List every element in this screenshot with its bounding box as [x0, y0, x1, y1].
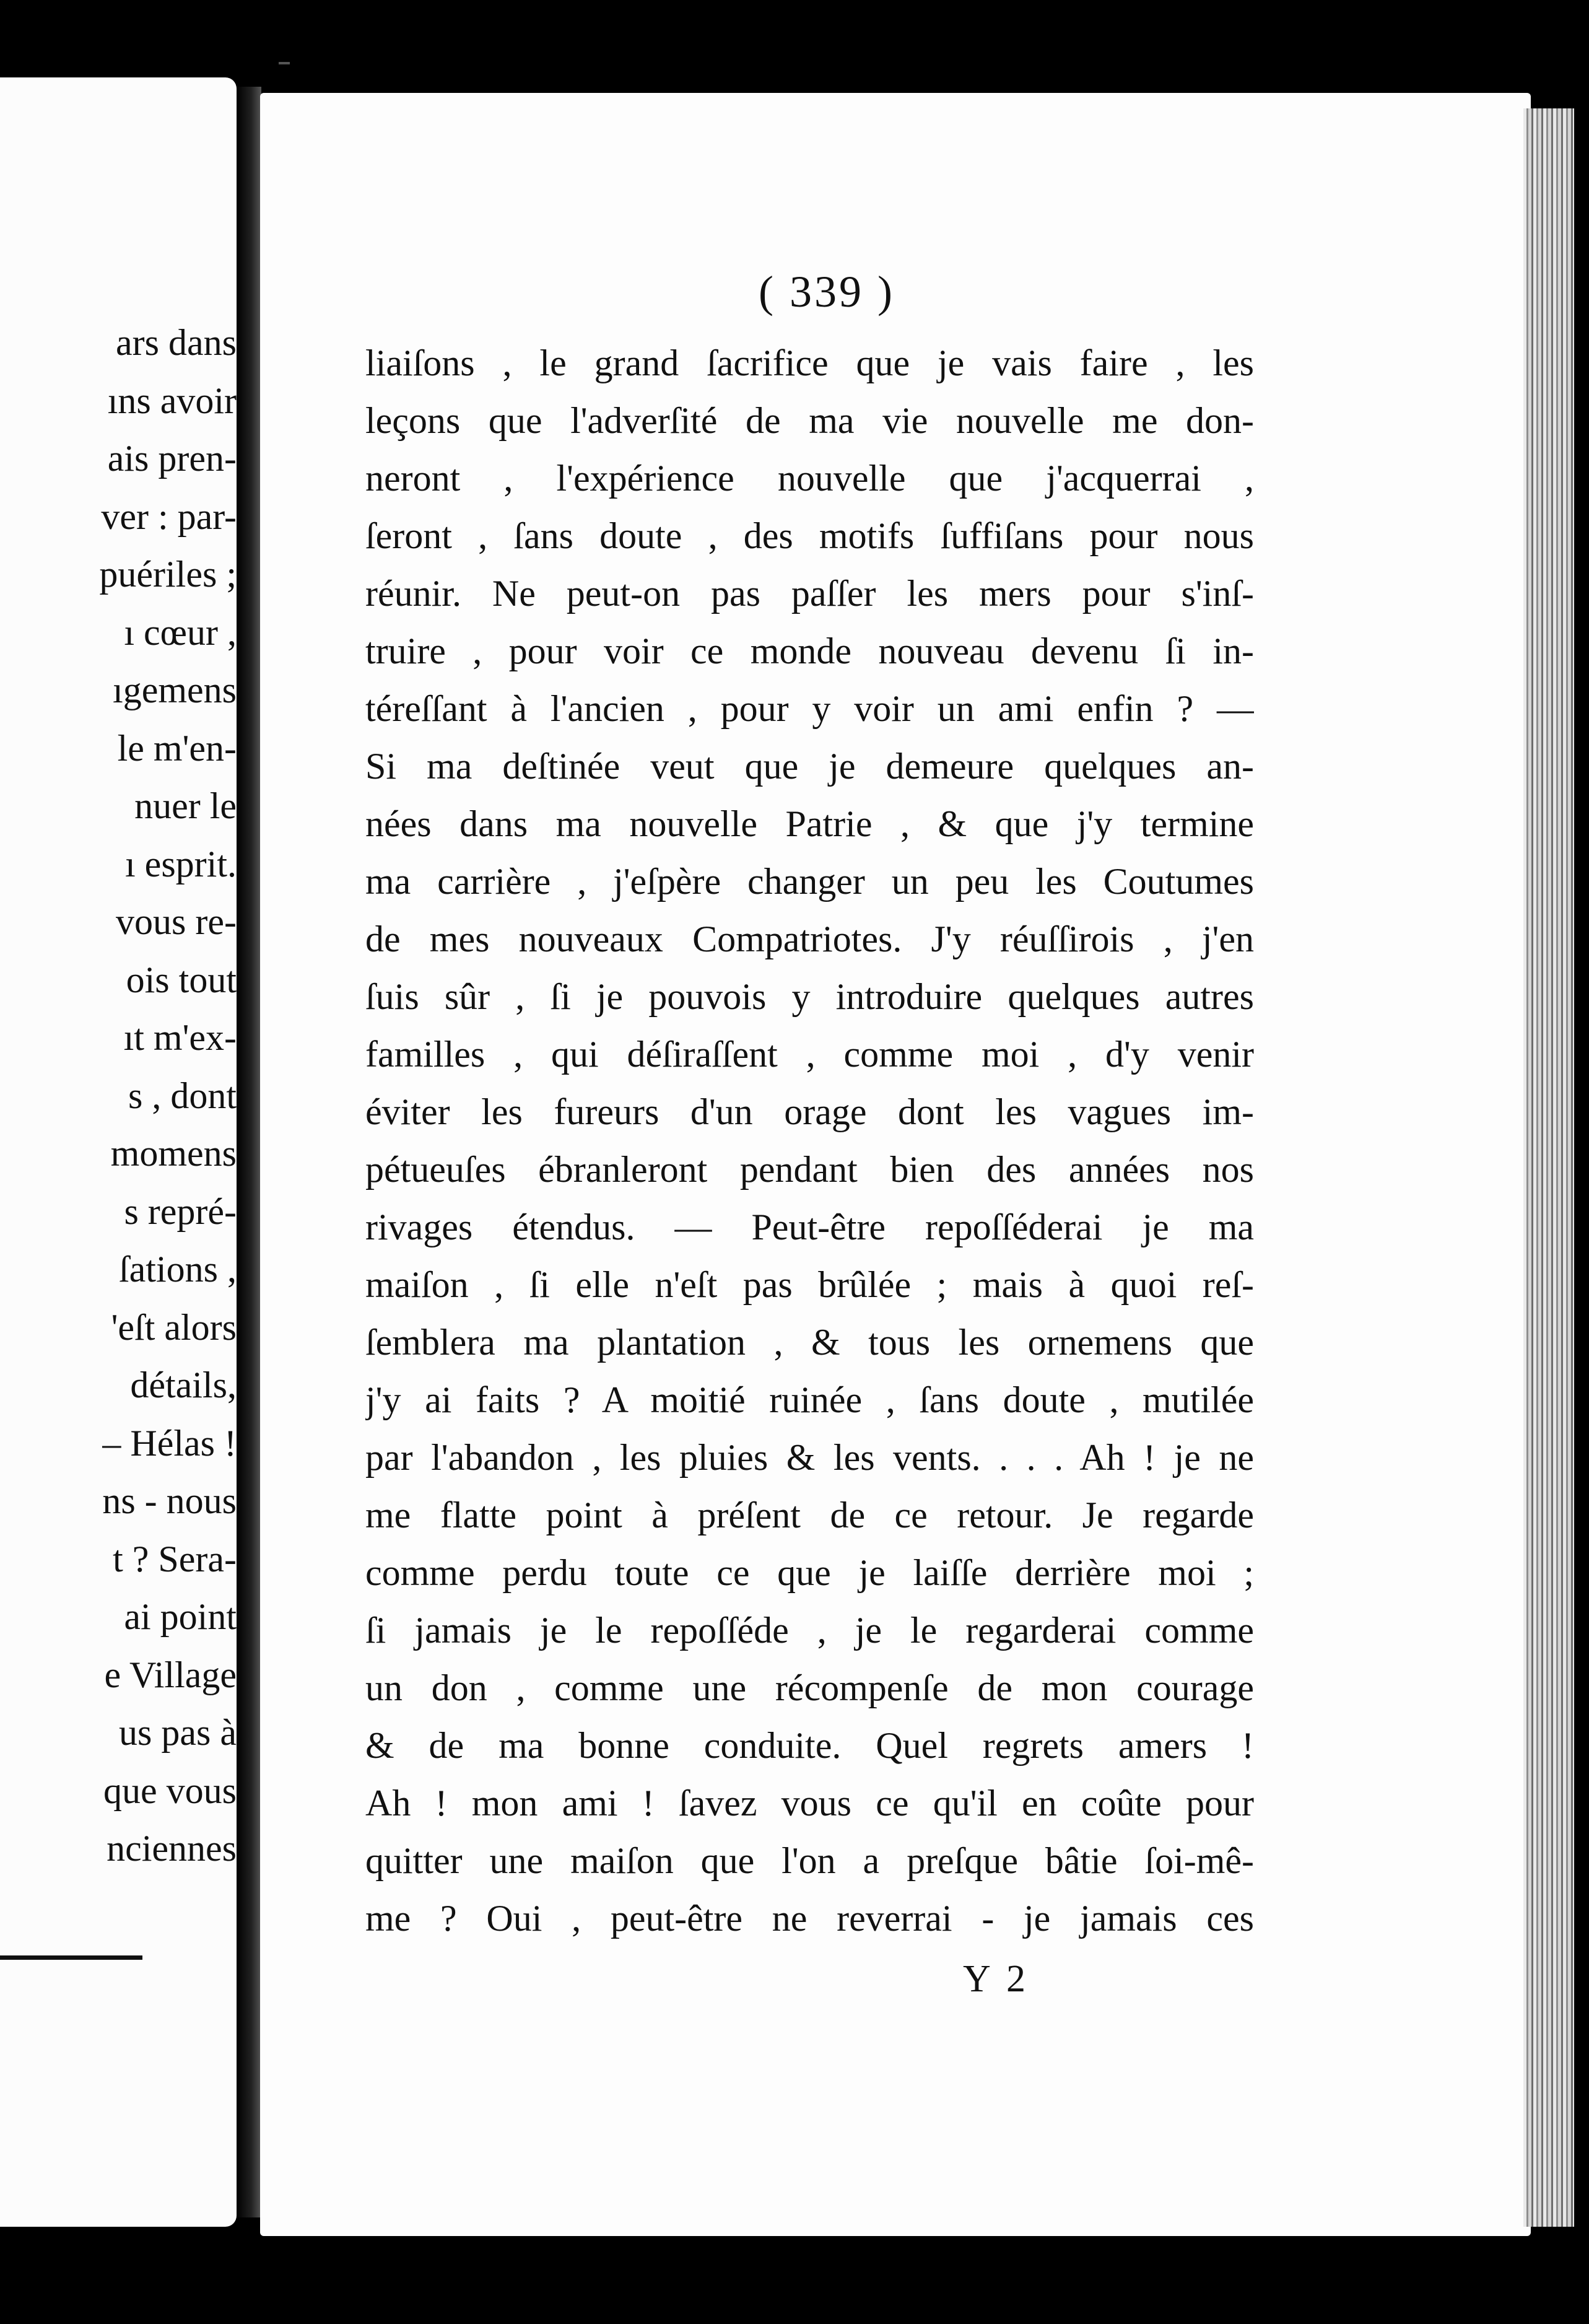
left-facing-page	[0, 77, 237, 2227]
left-text-line: vous re-	[116, 901, 237, 942]
left-text-line: ois tout	[126, 959, 237, 1000]
text-line: familles , qui déſiraſſent , comme moi , d'y venir	[365, 1034, 1254, 1075]
page-number: ( 339 )	[759, 267, 895, 317]
left-text-line: que vous	[103, 1770, 237, 1811]
text-line: un don , comme une récompenſe de mon courage	[365, 1667, 1254, 1708]
text-line: truire , pour voir ce monde nouveau devenu ſi in-	[365, 631, 1254, 671]
left-text-line: ais pren-	[107, 438, 237, 479]
left-text-line: ver : par-	[101, 496, 237, 537]
left-text-line: le m'en-	[117, 727, 237, 769]
text-line: de mes nouveaux Compatriotes. J'y réuſſirois , j'en	[365, 919, 1254, 959]
text-line: me ? Oui , peut-être ne reverrai - je jamais ces	[365, 1898, 1254, 1939]
left-page-text	[0, 314, 237, 1878]
left-text-line: ai point	[124, 1596, 237, 1637]
book-gutter	[237, 87, 261, 2217]
text-line: Ah ! mon ami ! ſavez vous ce qu'il en coûte pour	[365, 1783, 1254, 1824]
left-text-line: ı cœur ,	[124, 611, 237, 653]
text-line: ſemblera ma plantation , & tous les ornemens que	[365, 1322, 1254, 1363]
left-text-line: t ? Sera-	[113, 1538, 237, 1579]
text-line: Si ma deſtinée veut que je demeure quelques an-	[365, 746, 1254, 787]
text-line: rivages étendus. — Peut-être repoſſéderai je ma	[365, 1207, 1254, 1247]
body-text	[365, 334, 1254, 1947]
text-line: téreſſant à l'ancien , pour y voir un ami enfin ? —	[365, 688, 1254, 729]
text-line: ſi jamais je le repoſſéde , je le regarderai comme	[365, 1610, 1254, 1651]
left-text-line: ns - nous	[102, 1480, 237, 1521]
text-line: me flatte point à préſent de ce retour. Je regarde	[365, 1495, 1254, 1536]
left-page-rule	[0, 1955, 142, 1960]
left-text-line: puériles ;	[99, 554, 237, 595]
text-line: j'y ai faits ? A moitié ruinée , ſans doute , mutilée	[365, 1379, 1254, 1420]
left-text-line: us pas à	[119, 1712, 237, 1753]
left-text-line: détails,	[130, 1365, 237, 1405]
left-text-line: ars dans	[116, 322, 237, 363]
left-text-line: ıgemens	[113, 670, 237, 710]
left-text-line: nciennes	[107, 1828, 237, 1869]
left-text-line: s repré-	[124, 1190, 237, 1232]
text-line: maiſon , ſi elle n'eſt pas brûlée ; mais à quoi reſ-	[365, 1264, 1254, 1305]
text-line: nées dans ma nouvelle Patrie , & que j'y termine	[365, 803, 1254, 844]
text-line: réunir. Ne peut-on pas paſſer les mers pour s'inſ-	[365, 573, 1254, 614]
text-line: quitter une maiſon que l'on a preſque bâtie ſoi-mê-	[365, 1840, 1254, 1881]
text-line: ſuis sûr , ſi je pouvois y introduire quelques autres	[365, 976, 1254, 1017]
text-line: liaiſons , le grand ſacrifice que je vais faire , les	[365, 343, 1254, 383]
text-line: leçons que l'adverſité de ma vie nouvelle me don-	[365, 400, 1254, 441]
text-line: pétueuſes ébranleront pendant bien des années nos	[365, 1149, 1254, 1190]
text-line: ma carrière , j'eſpère changer un peu les Coutumes	[365, 861, 1254, 902]
text-line: comme perdu toute ce que je laiſſe derrière moi ;	[365, 1552, 1254, 1593]
left-text-line: 'eſt alors	[111, 1306, 237, 1348]
text-line: par l'abandon , les pluies & les vents. . . . Ah ! je ne	[365, 1437, 1254, 1478]
text-line: éviter les fureurs d'un orage dont les vagues im-	[365, 1091, 1254, 1132]
text-line: ſeront , ſans doute , des motifs ſuffiſans pour nous	[365, 515, 1254, 556]
left-text-line: ı esprit.	[125, 843, 237, 885]
left-text-line: s , dont	[128, 1075, 237, 1116]
left-text-line: ſations ,	[119, 1249, 237, 1290]
left-text-line: e Village	[104, 1654, 237, 1695]
page-edges	[1523, 108, 1574, 2227]
signature-mark: Y 2	[963, 1958, 1029, 2000]
left-text-line: nuer le	[134, 785, 237, 826]
dust-speck	[279, 62, 290, 64]
left-text-line: – Hélas !	[102, 1422, 237, 1464]
left-text-line: ıns avoir	[107, 380, 237, 421]
text-line: & de ma bonne conduite. Quel regrets amers !	[365, 1725, 1254, 1766]
text-line: neront , l'expérience nouvelle que j'acquerrai ,	[365, 458, 1254, 499]
left-text-line: ıt m'ex-	[123, 1017, 237, 1058]
left-text-line: momens	[110, 1133, 237, 1174]
